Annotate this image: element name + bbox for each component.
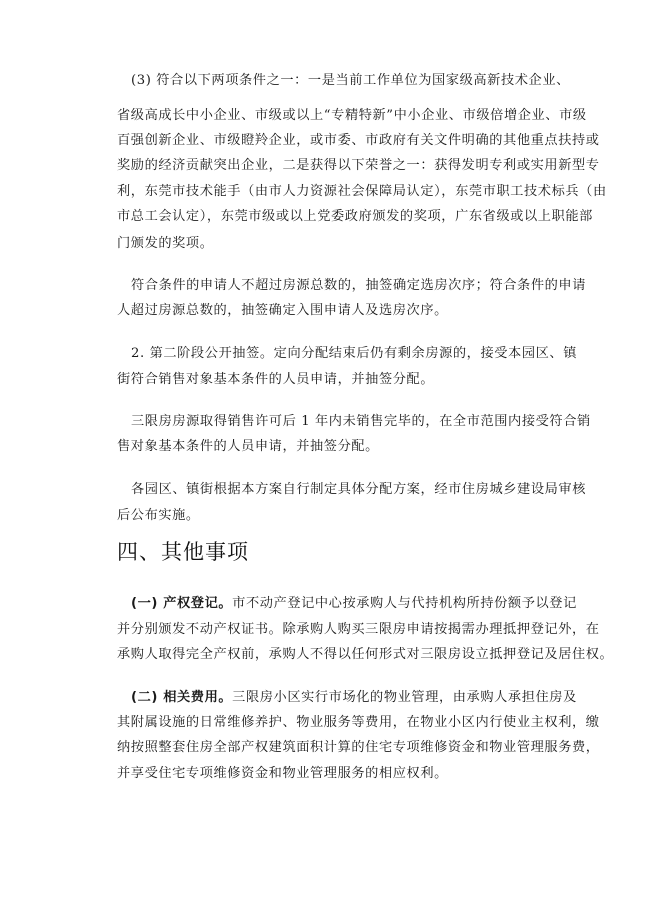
paragraph-line: 并分别颁发不动产权证书。除承购人购买三限房申请按揭需办理抵押登记外，在 xyxy=(117,622,600,637)
paragraph-line: (3) 符合以下两项条件之一：一是当前工作单位为国家级高新技术企业、 xyxy=(131,73,570,88)
paragraph-line: 承购人取得完全产权前，承购人不得以任何形式对三限房设立抵押登记及居住权。 xyxy=(117,647,614,662)
paragraph-line: 门颁发的奖项。 xyxy=(117,236,214,251)
item-first-line xyxy=(131,595,577,613)
paragraph-line: 三限房房源取得销售许可后 1 年内未销售完毕的，在全市范围内接受符合销 xyxy=(131,414,591,429)
paragraph-line: 百强创新企业、市级瞪羚企业，或市委、市政府有关文件明确的其他重点扶持或 xyxy=(117,133,600,148)
paragraph-line: 后公布实施。 xyxy=(117,508,200,523)
section-heading: 四、其他事项 xyxy=(117,540,249,564)
item-first-line xyxy=(131,689,577,707)
paragraph-line: 售对象基本条件的人员申请，并抽签分配。 xyxy=(117,439,379,454)
paragraph-line: 利，东莞市技术能手（由市人力资源社会保障局认定），东莞市职工技术标兵（由 xyxy=(117,184,607,199)
paragraph-line: 人超过房源总数的，抽签确定入围申请人及选房次序。 xyxy=(117,303,448,318)
paragraph-line: 各园区、镇街根据本方案自行制定具体分配方案，经市住房城乡建设局审核 xyxy=(131,482,586,497)
paragraph-line: 街符合销售对象基本条件的人员申请，并抽签分配。 xyxy=(117,372,435,387)
item-lead: (二) 相关费用。 xyxy=(131,690,233,705)
paragraph-line: 2. 第二阶段公开抽签。定向分配结束后仍有剩余房源的，接受本园区、镇 xyxy=(131,346,577,361)
paragraph-line: 市总工会认定），东莞市级或以上党委政府颁发的奖项，广东省级或以上职能部 xyxy=(117,209,593,224)
item-text: 三限房小区实行市场化的物业管理，由承购人承担住房及 xyxy=(232,690,577,705)
paragraph-line: 纳按照整套住房全部产权建筑面积计算的住宅专项维修资金和物业管理服务费， xyxy=(117,740,600,755)
paragraph-line: 符合条件的申请人不超过房源总数的，抽签确定选房次序；符合条件的申请 xyxy=(131,278,586,293)
item-text: 市不动产登记中心按承购人与代持机构所持份额予以登记 xyxy=(232,596,577,611)
paragraph-line: 其附属设施的日常维修养护、物业服务等费用，在物业小区内行使业主权利，缴 xyxy=(117,715,600,730)
paragraph-line: 并享受住宅专项维修资金和物业管理服务的相应权利。 xyxy=(117,766,448,781)
paragraph-line: 奖励的经济贡献突出企业，二是获得以下荣誉之一：获得发明专利或实用新型专 xyxy=(117,158,600,173)
paragraph-line: 省级高成长中小企业、市级或以上“专精特新”中小企业、市级倍增企业、市级 xyxy=(117,108,587,123)
item-lead: (一) 产权登记。 xyxy=(131,596,233,611)
